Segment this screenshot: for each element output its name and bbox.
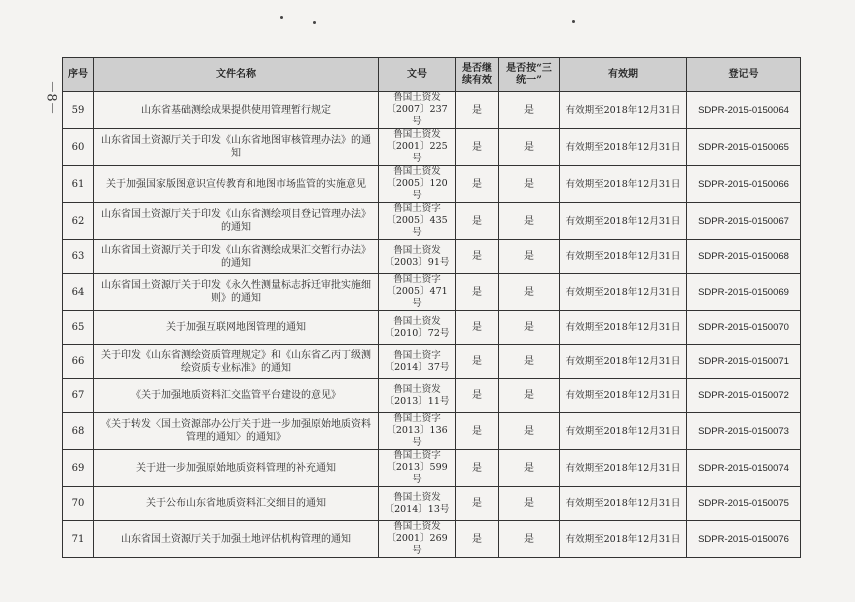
document-table bbox=[62, 57, 801, 558]
file-name: 山东省国土资源厅关于印发《永久性测量标志拆迁审批实施细则》的通知 bbox=[94, 274, 379, 311]
valid-flag: 是 bbox=[456, 92, 499, 129]
row-no: 60 bbox=[63, 129, 94, 166]
table-row bbox=[63, 521, 801, 558]
registration-number: SDPR-2015-0150069 bbox=[687, 274, 801, 311]
table-row bbox=[63, 92, 801, 129]
doc-number-line: 鲁国土资发 bbox=[393, 521, 441, 532]
validity-period: 有效期至2018年12月31日 bbox=[560, 274, 687, 311]
registration-number: SDPR-2015-0150074 bbox=[687, 450, 801, 487]
table-row bbox=[63, 166, 801, 203]
registration-number: SDPR-2015-0150075 bbox=[687, 487, 801, 521]
file-name: 山东省基础测绘成果提供使用管理暂行规定 bbox=[94, 92, 379, 129]
doc-number bbox=[379, 240, 456, 274]
registration-number: SDPR-2015-0150076 bbox=[687, 521, 801, 558]
doc-number-line: 〔2005〕120号 bbox=[386, 178, 448, 201]
file-name: 《关于加强地质资料汇交监管平台建设的意见》 bbox=[94, 379, 379, 413]
header-reg: 登记号 bbox=[687, 58, 801, 92]
table-header-row bbox=[63, 58, 801, 92]
doc-number bbox=[379, 274, 456, 311]
unified-flag: 是 bbox=[499, 521, 560, 558]
validity-period: 有效期至2018年12月31日 bbox=[560, 450, 687, 487]
file-name: 关于加强国家版图意识宣传教育和地图市场监管的实施意见 bbox=[94, 166, 379, 203]
row-no: 68 bbox=[63, 413, 94, 450]
unified-flag: 是 bbox=[499, 274, 560, 311]
doc-number-line: 鲁国土资字 bbox=[393, 349, 441, 361]
valid-flag: 是 bbox=[456, 311, 499, 345]
header-valid: 是否继续有效 bbox=[456, 58, 499, 92]
validity-period: 有效期至2018年12月31日 bbox=[560, 487, 687, 521]
row-no: 61 bbox=[63, 166, 94, 203]
unified-flag: 是 bbox=[499, 379, 560, 413]
doc-number bbox=[379, 487, 456, 521]
table-row bbox=[63, 240, 801, 274]
valid-flag: 是 bbox=[456, 166, 499, 203]
unified-flag: 是 bbox=[499, 166, 560, 203]
row-no: 62 bbox=[63, 203, 94, 240]
row-no: 66 bbox=[63, 345, 94, 379]
doc-number-line: 〔2014〕37号 bbox=[384, 361, 450, 373]
validity-period: 有效期至2018年12月31日 bbox=[560, 345, 687, 379]
scan-speck bbox=[313, 21, 316, 24]
doc-number bbox=[379, 379, 456, 413]
doc-number bbox=[379, 311, 456, 345]
table-row bbox=[63, 379, 801, 413]
doc-number-line: 〔2005〕435号 bbox=[386, 215, 448, 238]
doc-number-line: 〔2007〕237号 bbox=[386, 104, 448, 127]
row-no: 63 bbox=[63, 240, 94, 274]
file-name: 关于公布山东省地质资料汇交细目的通知 bbox=[94, 487, 379, 521]
doc-number bbox=[379, 166, 456, 203]
doc-number bbox=[379, 203, 456, 240]
header-name: 文件名称 bbox=[94, 58, 379, 92]
doc-number bbox=[379, 413, 456, 450]
doc-number-line: 〔2010〕72号 bbox=[384, 327, 450, 339]
valid-flag: 是 bbox=[456, 450, 499, 487]
file-name: 山东省国土资源厅关于加强土地评估机构管理的通知 bbox=[94, 521, 379, 558]
file-name: 山东省国土资源厅关于印发《山东省测绘成果汇交暂行办法》的通知 bbox=[94, 240, 379, 274]
unified-flag: 是 bbox=[499, 240, 560, 274]
scan-speck bbox=[572, 20, 575, 23]
file-name: 关于进一步加强原始地质资料管理的补充通知 bbox=[94, 450, 379, 487]
valid-flag: 是 bbox=[456, 521, 499, 558]
row-no: 71 bbox=[63, 521, 94, 558]
file-name: 山东省国土资源厅关于印发《山东省地图审核管理办法》的通知 bbox=[94, 129, 379, 166]
table-row bbox=[63, 345, 801, 379]
unified-flag: 是 bbox=[499, 92, 560, 129]
page-number: －8－ bbox=[43, 80, 59, 115]
valid-flag: 是 bbox=[456, 345, 499, 379]
table-row bbox=[63, 450, 801, 487]
unified-flag: 是 bbox=[499, 129, 560, 166]
registration-number: SDPR-2015-0150070 bbox=[687, 311, 801, 345]
row-no: 65 bbox=[63, 311, 94, 345]
unified-flag: 是 bbox=[499, 311, 560, 345]
doc-number-line: 〔2013〕136号 bbox=[386, 425, 448, 448]
row-no: 69 bbox=[63, 450, 94, 487]
scan-speck bbox=[280, 16, 283, 19]
valid-flag: 是 bbox=[456, 240, 499, 274]
registration-number: SDPR-2015-0150065 bbox=[687, 129, 801, 166]
valid-flag: 是 bbox=[456, 413, 499, 450]
unified-flag: 是 bbox=[499, 450, 560, 487]
valid-flag: 是 bbox=[456, 379, 499, 413]
validity-period: 有效期至2018年12月31日 bbox=[560, 311, 687, 345]
row-no: 67 bbox=[63, 379, 94, 413]
validity-period: 有效期至2018年12月31日 bbox=[560, 240, 687, 274]
doc-number bbox=[379, 345, 456, 379]
unified-flag: 是 bbox=[499, 203, 560, 240]
file-name: 关于印发《山东省测绘资质管理规定》和《山东省乙丙丁级测绘资质专业标准》的通知 bbox=[94, 345, 379, 379]
doc-number-line: 鲁国土资字 bbox=[393, 274, 441, 285]
registration-number: SDPR-2015-0150064 bbox=[687, 92, 801, 129]
unified-flag: 是 bbox=[499, 413, 560, 450]
registration-number: SDPR-2015-0150067 bbox=[687, 203, 801, 240]
row-no: 59 bbox=[63, 92, 94, 129]
doc-number bbox=[379, 129, 456, 166]
file-name: 关于加强互联网地图管理的通知 bbox=[94, 311, 379, 345]
doc-number-line: 鲁国土资字 bbox=[393, 450, 441, 461]
table-row bbox=[63, 487, 801, 521]
unified-flag: 是 bbox=[499, 487, 560, 521]
doc-number-line: 〔2013〕11号 bbox=[384, 395, 450, 407]
file-name: 《关于转发〈国土资源部办公厅关于进一步加强原始地质资料管理的通知〉的通知》 bbox=[94, 413, 379, 450]
header-period: 有效期 bbox=[560, 58, 687, 92]
doc-number-line: 鲁国土资发 bbox=[393, 166, 441, 177]
validity-period: 有效期至2018年12月31日 bbox=[560, 379, 687, 413]
doc-number-line: 鲁国土资发 bbox=[393, 315, 441, 327]
doc-number-line: 〔2014〕13号 bbox=[384, 503, 450, 515]
header-doc-no: 文号 bbox=[379, 58, 456, 92]
doc-number-line: 〔2005〕471号 bbox=[386, 286, 448, 309]
valid-flag: 是 bbox=[456, 129, 499, 166]
registration-number: SDPR-2015-0150072 bbox=[687, 379, 801, 413]
registration-number: SDPR-2015-0150071 bbox=[687, 345, 801, 379]
doc-number-line: 鲁国土资字 bbox=[393, 413, 441, 424]
doc-number-line: 〔2001〕269号 bbox=[386, 533, 448, 556]
file-name: 山东省国土资源厅关于印发《山东省测绘项目登记管理办法》的通知 bbox=[94, 203, 379, 240]
valid-flag: 是 bbox=[456, 274, 499, 311]
doc-number-line: 鲁国土资发 bbox=[393, 383, 441, 395]
validity-period: 有效期至2018年12月31日 bbox=[560, 92, 687, 129]
registration-number: SDPR-2015-0150068 bbox=[687, 240, 801, 274]
header-unified: 是否按“三统一” bbox=[499, 58, 560, 92]
doc-number bbox=[379, 92, 456, 129]
row-no: 64 bbox=[63, 274, 94, 311]
registration-number: SDPR-2015-0150073 bbox=[687, 413, 801, 450]
header-no: 序号 bbox=[63, 58, 94, 92]
doc-number-line: 鲁国土资发 bbox=[393, 129, 441, 140]
validity-period: 有效期至2018年12月31日 bbox=[560, 203, 687, 240]
registration-number: SDPR-2015-0150066 bbox=[687, 166, 801, 203]
unified-flag: 是 bbox=[499, 345, 560, 379]
validity-period: 有效期至2018年12月31日 bbox=[560, 129, 687, 166]
validity-period: 有效期至2018年12月31日 bbox=[560, 166, 687, 203]
table-row bbox=[63, 274, 801, 311]
table-row bbox=[63, 311, 801, 345]
table-row bbox=[63, 129, 801, 166]
doc-number-line: 〔2001〕225号 bbox=[386, 141, 448, 164]
row-no: 70 bbox=[63, 487, 94, 521]
doc-number-line: 〔2013〕599号 bbox=[386, 462, 448, 485]
valid-flag: 是 bbox=[456, 203, 499, 240]
table-row bbox=[63, 203, 801, 240]
table-row bbox=[63, 413, 801, 450]
doc-number-line: 鲁国土资发 bbox=[393, 92, 441, 103]
doc-number-line: 鲁国土资发 bbox=[393, 491, 441, 503]
doc-number bbox=[379, 521, 456, 558]
doc-number bbox=[379, 450, 456, 487]
validity-period: 有效期至2018年12月31日 bbox=[560, 413, 687, 450]
doc-number-line: 鲁国土资发 bbox=[393, 244, 441, 256]
doc-number-line: 鲁国土资字 bbox=[393, 203, 441, 214]
valid-flag: 是 bbox=[456, 487, 499, 521]
doc-number-line: 〔2003〕91号 bbox=[384, 256, 450, 268]
validity-period: 有效期至2018年12月31日 bbox=[560, 521, 687, 558]
